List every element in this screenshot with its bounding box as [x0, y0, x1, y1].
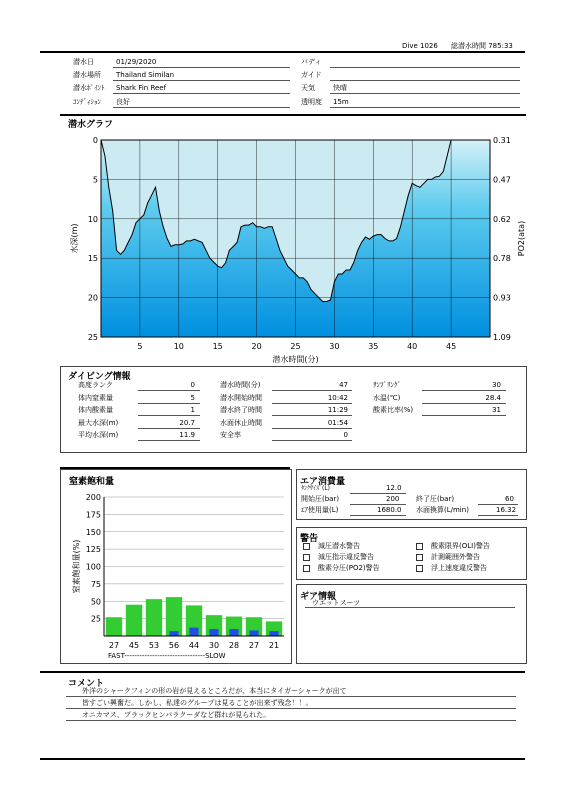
dive-info-label: 潜水終了時間: [220, 406, 262, 414]
dive-info-label: 潜水開始時間: [220, 393, 262, 402]
time-tick-label: 35: [368, 342, 379, 351]
dive-info-label: ｻﾝﾌﾟﾘﾝｸﾞ: [373, 381, 401, 389]
dive-number: Dive 1026: [402, 42, 438, 50]
condition-label: ｺﾝﾃﾞｨｼｮﾝ: [73, 98, 101, 106]
depth-tick-label: 0: [92, 136, 98, 145]
date-label: 潜水日: [73, 58, 94, 66]
weather-underline: [330, 93, 520, 94]
po2-tick-label: 1.09: [493, 333, 511, 342]
dive-info-underline: [138, 415, 200, 416]
warning-item[interactable]: 減圧指示違反警告: [303, 553, 374, 562]
air-title: エア消費量: [300, 477, 346, 487]
dive-info-label: 水面休止時間: [220, 418, 262, 427]
end-pressure-label: 終了圧(bar): [416, 495, 455, 503]
graph-title: 潜水グラフ: [68, 120, 114, 130]
guide-label: ガイド: [301, 71, 322, 79]
dive-info-value: 0: [343, 431, 348, 439]
po2-tick-label: 0.47: [493, 175, 511, 185]
dive-info-underline: [138, 390, 200, 391]
dive-info-value: 11.9: [179, 431, 195, 439]
air-used-value: 1680.0: [377, 506, 402, 514]
weather-label: 天気: [301, 84, 315, 92]
dive-info-label: 高度ランク: [78, 381, 113, 389]
place-label: 潜水場所: [73, 71, 101, 79]
dive-info-value: 01:54: [327, 418, 348, 427]
time-tick-label: 20: [251, 342, 262, 351]
checkbox-icon[interactable]: [303, 554, 310, 561]
gear-underline: [305, 607, 515, 608]
condition-underline: [113, 107, 290, 108]
gear-title: ギア情報: [300, 592, 337, 602]
bar-category-label: 44: [188, 641, 200, 650]
date-value: 01/29/2020: [116, 58, 157, 66]
dive-info-value: 0: [190, 381, 195, 389]
warning-item[interactable]: 計測範囲外警告: [416, 553, 480, 562]
nitrogen-overlay-bar: [249, 630, 258, 636]
nitrogen-overlay-bar: [189, 628, 198, 636]
place-underline: [113, 80, 290, 81]
point-label: 潜水ﾎﾟｲﾝﾄ: [73, 84, 105, 92]
dive-info-underline: [138, 440, 200, 441]
place-value: Thailand Similan: [116, 71, 175, 79]
depth-axis-label: 水深(m): [70, 223, 79, 254]
comment-rule: [40, 671, 525, 673]
bar-category-label: 53: [148, 641, 160, 650]
depth-tick-label: 10: [87, 214, 98, 224]
nitrogen-overlay-bar: [229, 629, 238, 636]
dive-info-value: 47: [339, 381, 348, 389]
visibility-label: 透明度: [301, 98, 322, 106]
warning-item[interactable]: 浮上速度違反警告: [416, 564, 487, 573]
checkbox-icon[interactable]: [416, 554, 423, 561]
dive-info-value: 28.4: [485, 393, 501, 402]
bar-category-label: 27: [108, 641, 120, 650]
surface-rate-value: 16.32: [496, 506, 517, 514]
po2-tick-label: 0.78: [493, 254, 511, 264]
surface-rate-underline: [478, 515, 518, 516]
total-dive-time: 総潜水時間 785:33: [451, 42, 513, 50]
dive-info-underline: [272, 428, 352, 429]
nitrogen-bar: [126, 605, 142, 636]
depth-tick-label: 20: [87, 293, 98, 303]
buddy-label: バディ: [301, 58, 322, 66]
point-value: Shark Fin Reef: [116, 84, 167, 92]
buddy-underline: [330, 67, 520, 68]
graph-rule: [60, 114, 526, 116]
dive-info-underline: [272, 403, 352, 404]
start-pressure-value: 200: [386, 495, 400, 503]
po2-axis-label: PO2(ata): [517, 220, 526, 257]
time-tick-label: 40: [407, 342, 418, 351]
end-pressure-underline: [478, 504, 518, 505]
date-underline: [113, 67, 290, 68]
bar-tick-label: 100: [85, 562, 101, 572]
footer-rule: [40, 758, 525, 760]
nitrogen-overlay-bar: [169, 631, 178, 636]
visibility-value: 15m: [333, 98, 349, 106]
dive-info-label: 安全率: [220, 431, 241, 439]
comment-line: 外洋のシャークフィンの形の岩が見えるところだが、本当にタイガーシャークが出て: [82, 687, 347, 695]
dive-info-title: ダイビング情報: [68, 372, 131, 382]
warning-item[interactable]: 減圧潜水警告: [303, 542, 360, 551]
bar-tick-label: 200: [85, 493, 101, 502]
checkbox-icon[interactable]: [416, 565, 423, 572]
weather-value: 快晴: [333, 84, 347, 92]
warning-item[interactable]: 酸素限界(OLI)警告: [416, 542, 490, 551]
dive-info-value: 31: [492, 406, 501, 414]
point-underline: [113, 93, 290, 94]
dive-info-underline: [422, 390, 506, 391]
po2-tick-label: 0.62: [493, 214, 511, 224]
guide-underline: [330, 80, 520, 81]
time-tick-label: 15: [212, 342, 223, 351]
dive-info-label: 酸素比率(%): [373, 406, 414, 414]
po2-tick-label: 0.31: [493, 136, 511, 145]
bar-tick-label: 75: [90, 579, 101, 589]
tank-value: 12.0: [386, 484, 402, 492]
dive-info-value: 30: [492, 381, 501, 389]
checkbox-icon[interactable]: [416, 543, 423, 550]
warning-item[interactable]: 酸素分圧(PO2)警告: [303, 564, 380, 573]
dive-info-underline: [138, 403, 200, 404]
start-pressure-label: 開始圧(bar): [301, 495, 340, 503]
comment-underline: [66, 720, 516, 721]
dive-info-value: 20.7: [179, 418, 195, 427]
tank-label: ﾀﾝｸｻｲｽﾞ(L): [301, 485, 331, 492]
surface-rate-label: 水面換算(L/min): [416, 506, 469, 514]
dive-info-label: 最大水深(m): [78, 418, 119, 427]
bar-tick-label: 25: [90, 614, 101, 624]
air-used-label: ｴｱ使用量(L): [301, 506, 339, 514]
dive-info-value: 10:42: [327, 393, 348, 402]
checkbox-icon[interactable]: [303, 543, 310, 550]
visibility-underline: [330, 107, 520, 108]
end-pressure-value: 60: [505, 495, 514, 503]
time-tick-label: 25: [290, 342, 301, 351]
dive-info-underline: [272, 415, 352, 416]
header-rule: [40, 51, 525, 53]
bar-category-label: 28: [228, 641, 240, 650]
bar-tick-label: 175: [85, 510, 101, 520]
time-tick-label: 45: [446, 342, 457, 351]
bar-tick-label: 125: [85, 545, 101, 555]
tank-underline: [350, 493, 406, 494]
comment-line: オニカマス、ブラックヒンバラクーダなど群れが見られた。: [82, 711, 271, 719]
dive-info-label: 体内窒素量: [78, 393, 113, 402]
time-axis-label: 潜水時間(分): [272, 355, 319, 364]
gear-value: ウエットスーツ: [312, 599, 361, 607]
start-pressure-underline: [350, 504, 406, 505]
comment-underline: [66, 708, 516, 709]
air-used-underline: [350, 515, 406, 516]
checkbox-icon[interactable]: [303, 565, 310, 572]
depth-tick-label: 5: [92, 175, 98, 185]
time-tick-label: 10: [173, 342, 184, 351]
condition-value: 良好: [116, 98, 130, 106]
bar-tick-label: 150: [85, 527, 101, 537]
depth-tick-label: 15: [87, 254, 98, 264]
dive-info-underline: [422, 403, 506, 404]
bar-tick-label: 50: [90, 597, 101, 607]
nitrogen-overlay-bar: [269, 631, 278, 636]
dive-info-underline: [138, 428, 200, 429]
dive-info-label: 体内酸素量: [78, 406, 113, 414]
dive-info-underline: [422, 415, 506, 416]
bar-category-label: 56: [168, 641, 180, 650]
comment-line: 皆すごい興奮だ。しかし、私達のグループは見ることが出来ず残念！！。: [82, 699, 313, 707]
bar-category-label: 27: [248, 641, 260, 650]
nitrogen-chart: [60, 488, 290, 653]
nitrogen-title: 窒素飽和量: [69, 477, 115, 487]
bar-category-label: 45: [128, 641, 140, 650]
dive-info-value: 11:29: [327, 406, 348, 414]
nitrogen-bar: [106, 617, 122, 636]
dive-info-value: 1: [190, 406, 195, 414]
dive-info-value: 5: [190, 393, 195, 402]
time-tick-label: 5: [137, 342, 143, 351]
time-tick-label: 30: [329, 342, 340, 351]
comment-title: コメント: [68, 679, 105, 689]
nitrogen-overlay-bar: [209, 629, 218, 636]
nitrogen-bar: [166, 597, 182, 636]
bar-category-label: 30: [208, 641, 220, 650]
nitrogen-bar: [146, 599, 162, 636]
depth-graph: [60, 128, 530, 370]
dive-info-label: 水温(℃): [373, 393, 401, 402]
warning-title: 警告: [300, 534, 319, 544]
bar-category-label: 21: [268, 641, 280, 650]
dive-info-label: 平均水深(m): [78, 431, 119, 439]
po2-tick-label: 0.93: [493, 293, 511, 303]
nitrogen-axis-label: 窒素飽和量(%): [72, 539, 81, 594]
depth-tick-label: 25: [87, 333, 98, 342]
comment-underline: [66, 696, 516, 697]
dive-info-underline: [272, 390, 352, 391]
dive-info-underline: [272, 440, 352, 441]
dive-info-label: 潜水時間(分): [220, 381, 261, 389]
fast-slow-label: FAST--------------------------------SLOW: [108, 652, 226, 660]
